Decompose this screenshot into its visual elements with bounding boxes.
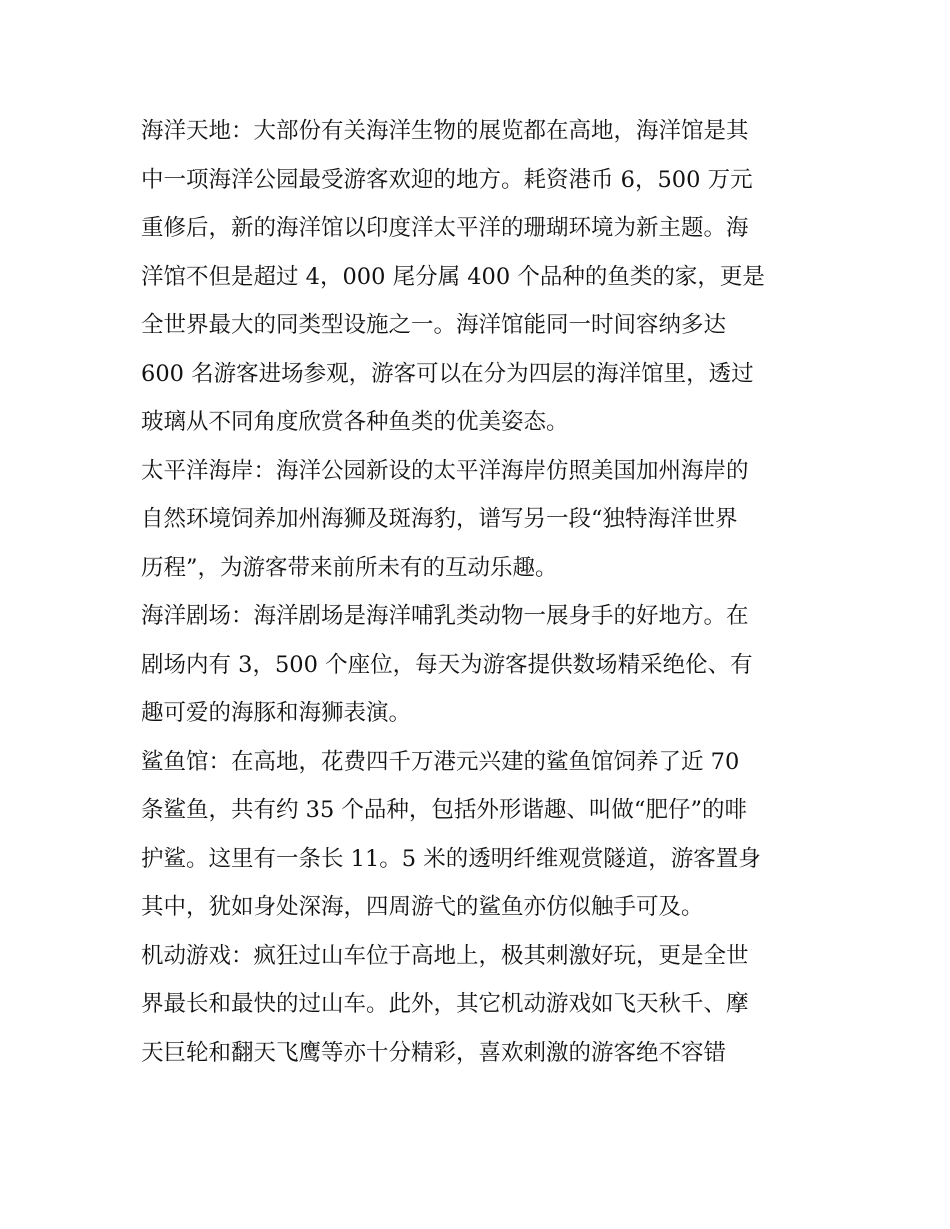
text-line: 护鲨。这里有一条长 11。5 米的透明纤维观赏隧道，游客置身 [141, 845, 761, 872]
text-line: 天巨轮和翻天飞鹰等亦十分精彩，喜欢刺激的游客绝不容错 [141, 1039, 727, 1066]
text-line: 海洋天地：大部份有关海洋生物的展览都在高地，海洋馆是其 [141, 118, 749, 144]
text-line: 洋馆不但是超过 4，000 尾分属 400 个品种的鱼类的家，更是 [141, 263, 765, 290]
text-line: 趣可爱的海豚和海狮表演。 [141, 700, 412, 726]
text-line: 海洋剧场：海洋剧场是海洋哺乳类动物一展身手的好地方。在 [141, 603, 749, 629]
text-line: 玻璃从不同角度欣赏各种鱼类的优美姿态。 [141, 409, 569, 435]
text-line: 重修后，新的海洋馆以印度洋太平洋的珊瑚环境为新主题。海 [141, 215, 749, 241]
text-line: 鲨鱼馆：在高地，花费四千万港元兴建的鲨鱼馆饲养了近 70 [141, 748, 740, 775]
text-line: 600 名游客进场参观，游客可以在分为四层的海洋馆里，透过 [141, 360, 754, 387]
text-line: 界最长和最快的过山车。此外，其它机动游戏如飞天秋千、摩 [141, 991, 749, 1017]
text-line: 太平洋海岸：海洋公园新设的太平洋海岸仿照美国加州海岸的 [141, 457, 749, 484]
text-line: 自然环境饲养加州海狮及斑海豹，谱写另一段“独特海洋世界 [141, 506, 738, 532]
text-line: 其中，犹如身处深海，四周游弋的鲨鱼亦仿似触手可及。 [141, 894, 704, 920]
text-line: 机动游戏：疯狂过山车位于高地上，极其刺激好玩，更是全世 [141, 942, 749, 969]
text-line: 历程”，为游客带来前所未有的互动乐趣。 [141, 554, 558, 581]
text-line: 全世界最大的同类型设施之一。海洋馆能同一时间容纳多达 [141, 312, 727, 338]
document-body [141, 107, 813, 1077]
text-line: 中一项海洋公园最受游客欢迎的地方。耗资港币 6，500 万元 [141, 166, 753, 193]
text-line: 剧场内有 3，500 个座位，每天为游客提供数场精采绝伦、有 [141, 651, 753, 678]
text-line: 条鲨鱼，共有约 35 个品种，包括外形谐趣、叫做“肥仔”的啡 [141, 797, 747, 823]
